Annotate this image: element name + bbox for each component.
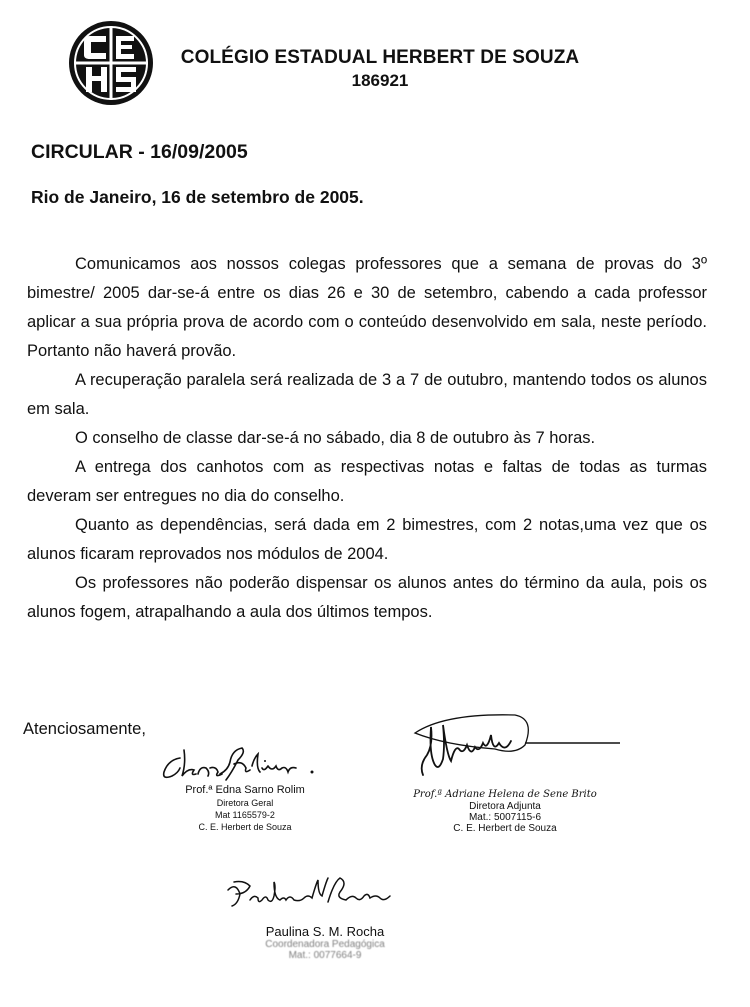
signer-role: Coordenadora Pedagógica [265, 939, 385, 950]
school-code: 186921 [351, 71, 409, 90]
circular-body [27, 250, 707, 627]
signer-name: Prof.ª Adriane Helena de Sene Brito [413, 789, 597, 800]
circular-title: CIRCULAR - 16/09/2005 [31, 141, 248, 163]
signature-block-edna [160, 783, 330, 833]
school-crest-logo [68, 20, 154, 106]
paragraph: A entrega dos canhotos com as respectivas notas e faltas de todas as turmas deveram ser entregues no dia do conselho. [27, 458, 707, 505]
closing: Atenciosamente, [23, 720, 146, 738]
paragraph: Os professores não poderão dispensar os alunos antes do término da aula, pois os alunos fogem, atrapalhando a aula dos últimos tempos. [27, 574, 707, 621]
signer-role: Diretora Geral [216, 798, 274, 808]
paragraph: Comunicamos aos nossos colegas professores que a semana de provas do 3º bimestre/ 2005 dar-se-á entre os dias 26 e 30 de setembro, cabendo a cada professor aplicar a sua própria prova de acordo com o conteúdo desenvolvido em sala, neste período. Portanto não haverá provão. [27, 255, 707, 360]
paragraph: A recuperação paralela será realizada de 3 a 7 de outubro, mantendo todos os alunos em sala. [27, 371, 707, 418]
signer-name: Paulina S. M. Rocha [265, 924, 385, 939]
school-name: COLÉGIO ESTADUAL HERBERT DE SOUZA [180, 47, 580, 68]
signer-institution: C. E. Herbert de Souza [198, 822, 292, 832]
school-crest-icon [68, 20, 154, 106]
signature-block-paulina [240, 925, 410, 961]
signer-institution: C. E. Herbert de Souza [453, 823, 557, 834]
signature-block-adriane [410, 788, 600, 834]
signature-paulina [222, 872, 402, 917]
paragraph: Quanto as dependências, será dada em 2 bimestres, com 2 notas,uma vez que os alunos ficaram reprovados nos módulos de 2004. [27, 516, 707, 563]
signer-role: Diretora Adjunta [469, 801, 541, 812]
signer-name: Prof.ª Edna Sarno Rolim [185, 784, 305, 796]
signer-registration: Mat.: 0077664-9 [288, 950, 362, 961]
paragraph: O conselho de classe dar-se-á no sábado, dia 8 de outubro às 7 horas. [75, 429, 596, 447]
signature-adriane [405, 705, 625, 795]
signer-registration: Mat 1165579-2 [215, 810, 275, 820]
dateline: Rio de Janeiro, 16 de setembro de 2005. [31, 187, 364, 207]
signer-registration: Mat.: 5007115-6 [468, 812, 542, 823]
signature-edna [150, 738, 330, 788]
